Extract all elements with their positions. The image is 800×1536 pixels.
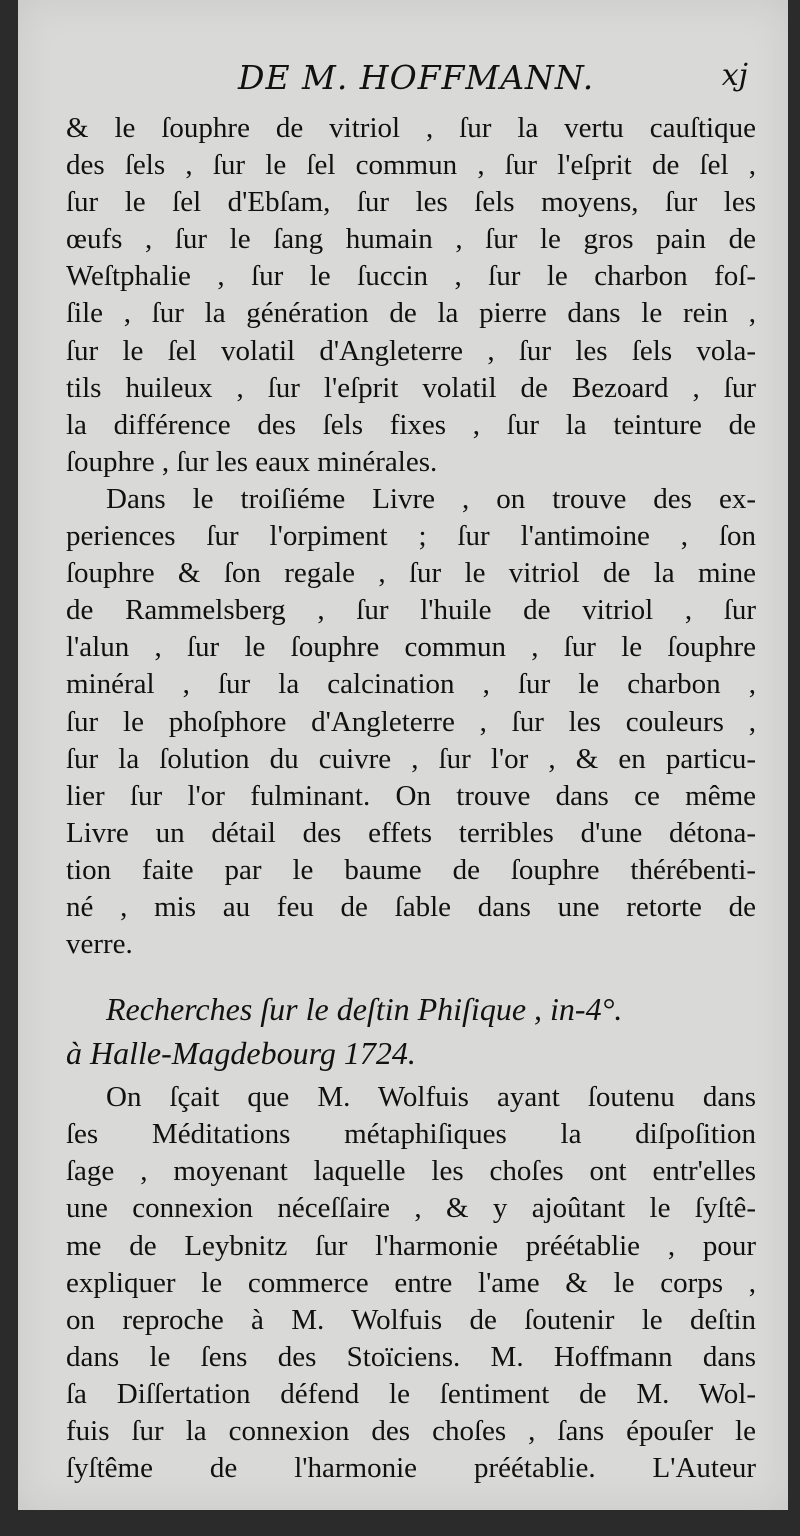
text-line: ſur le ſel d'Ebſam, ſur les ſels moyens, ſur les xyxy=(66,186,756,219)
text-line: ſyſtême de l'harmonie préétablie. L'Auteur xyxy=(66,1452,756,1485)
text-line: & le ſouphre de vitriol , ſur la vertu cauſtique xyxy=(66,112,756,144)
paragraph-3 xyxy=(66,1079,756,1487)
text-line: ſes Méditations métaphiſiques la diſpoſition xyxy=(66,1118,756,1151)
text-line: né , mis au feu de ſable dans une retorte de xyxy=(66,890,756,923)
text-line: une connexion néceſſaire , & y ajoûtant le ſyſtê- xyxy=(66,1192,756,1225)
text-line: fuis ſur la connexion des choſes , ſans épouſer le xyxy=(66,1415,756,1447)
text-line: ſur le phoſphore d'Angleterre , ſur les couleurs , xyxy=(66,705,756,738)
text-line: Dans le troiſiéme Livre , on trouve des ex- xyxy=(106,482,756,515)
text-line: tils huileux , ſur l'eſprit volatil de Bezoard , ſur xyxy=(66,371,756,404)
text-line: dans le ſens des Stoïciens. M. Hoffmann dans xyxy=(66,1340,756,1373)
body-text xyxy=(66,110,756,1487)
text-line: ſur la ſolution du cuivre , ſur l'or , & en particu- xyxy=(66,742,756,775)
text-line: ſur le ſel volatil d'Angleterre , ſur les ſels vola- xyxy=(66,334,756,367)
text-line: me de Leybnitz ſur l'harmonie préétablie , pour xyxy=(66,1229,756,1262)
text-line: Weſtphalie , ſur le ſuccin , ſur le charbon foſ- xyxy=(66,260,756,293)
text-line: verre. xyxy=(66,928,133,961)
section-title xyxy=(66,987,756,1075)
book-page xyxy=(18,0,788,1510)
paragraph-2 xyxy=(66,481,756,963)
text-line: tion faite par le baume de ſouphre thérébenti- xyxy=(66,853,756,886)
text-line: on reproche à M. Wolfuis de ſoutenir le deſtin xyxy=(66,1303,756,1336)
running-head: DE M. HOFFMANN. xyxy=(238,58,595,97)
text-line: de Rammelsberg , ſur l'huile de vitriol , ſur xyxy=(66,594,756,627)
text-line: expliquer le commerce entre l'ame & le corps , xyxy=(66,1266,756,1299)
text-line: œufs , ſur le ſang humain , ſur le gros pain de xyxy=(66,223,756,256)
text-line: Livre un détail des effets terribles d'une détona- xyxy=(66,816,756,849)
text-line: l'alun , ſur le ſouphre commun , ſur le ſouphre xyxy=(66,631,756,664)
page-number: xj xyxy=(721,58,748,93)
text-line: ſage , moyenant laquelle les choſes ont entr'elles xyxy=(66,1155,756,1188)
text-line: ſouphre , ſur les eaux minérales. xyxy=(66,445,438,478)
text-line: ſa Diſſertation défend le ſentiment de M. Wol- xyxy=(66,1377,756,1410)
text-line: minéral , ſur la calcination , ſur le charbon , xyxy=(66,668,756,701)
text-line: des ſels , ſur le ſel commun , ſur l'eſprit de ſel , xyxy=(66,149,756,182)
text-line: ſouphre & ſon regale , ſur le vitriol de la mine xyxy=(66,557,756,590)
text-line: la différence des ſels fixes , ſur la teinture de xyxy=(66,408,756,441)
section-title-line: à Halle-Magdebourg 1724. xyxy=(66,1035,416,1072)
section-title-line: Recherches ſur le deſtin Phiſique , in-4°. xyxy=(106,991,623,1028)
text-line: periences ſur l'orpiment ; ſur l'antimoine , ſon xyxy=(66,520,756,553)
text-line: ſile , ſur la génération de la pierre dans le rein , xyxy=(66,297,756,330)
page-header xyxy=(66,58,748,98)
text-line: lier ſur l'or fulminant. On trouve dans ce même xyxy=(66,779,756,812)
paragraph-1 xyxy=(66,110,756,481)
text-line: On ſçait que M. Wolfuis ayant ſoutenu dans xyxy=(106,1081,756,1114)
